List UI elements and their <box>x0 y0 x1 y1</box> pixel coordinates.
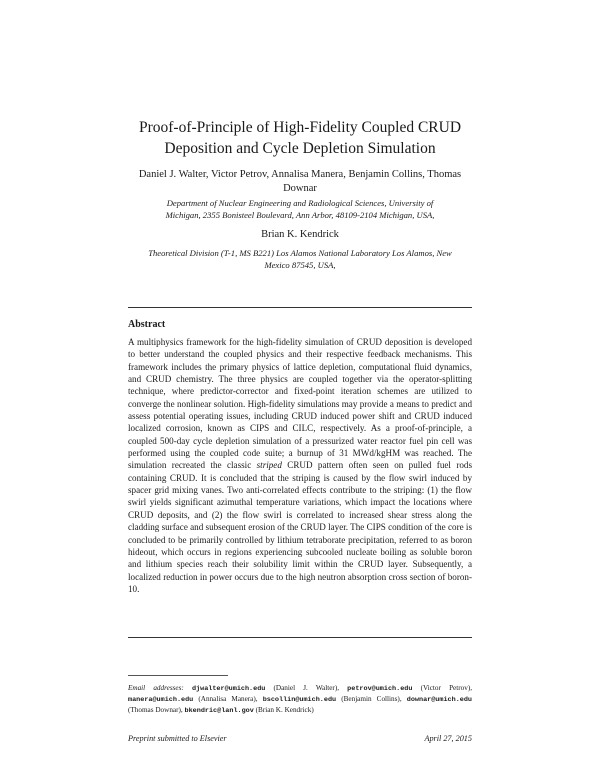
paper-title <box>90 117 510 159</box>
email-link[interactable]: petrov@umich.edu <box>347 685 413 693</box>
abstract-top-rule <box>128 307 472 308</box>
footnote-rule <box>128 675 228 676</box>
email-link[interactable]: djwalter@umich.edu <box>191 685 266 693</box>
affiliation-los-alamos: Theoretical Division (T-1, MS B221) Los Alamos National Laboratory Los Alamos, New Mexico 87545, USA, <box>148 248 452 270</box>
abstract-emphasis: striped <box>256 460 282 471</box>
title-line-1: Proof-of-Principle of High-Fidelity Coupled CRUD <box>138 119 462 136</box>
email-owner: (Thomas Downar), <box>128 706 183 714</box>
email-link[interactable]: bscollin@umich.edu <box>262 696 337 704</box>
email-owner: (Daniel J. Walter), <box>273 684 340 692</box>
abstract-text-2: CRUD pattern often seen on pulled fuel rods containing CRUD. It is concluded that the striping is caused by the flow swirl induced by spacer grid mixing vanes. Two anti-correlated effects contribute to the striping: (1) the flow swirl yields significant azimuthal temperature variations, which impact the locations where CRUD deposits, and (2) the flow swirl is correlated to increased shear stress along the cladding surface and subsequent erosion of the CRUD layer. The CIPS condition of the core is concluded to be primarily controlled by lithium tetraborate precipitation, referred to as boron hideout, which occurs in regions experiencing subcooled nucleate boiling as soluble boron and lithium species reach their solubility limit within the CRUD layer. Subsequently, a localized reduction in power occurs due to the high neutron absorption cross section of boron-10. <box>128 460 472 594</box>
abstract-bottom-rule <box>128 637 472 638</box>
preprint-note: Preprint submitted to Elsevier <box>128 734 227 743</box>
email-owner: (Benjamin Collins), <box>341 695 402 703</box>
author-list: Daniel J. Walter, Victor Petrov, Annalisa Manera, Benjamin Collins, Thomas Downar <box>138 169 462 194</box>
abstract-body <box>128 336 472 595</box>
email-link[interactable]: downar@umich.edu <box>406 696 473 704</box>
email-owner: (Brian K. Kendrick) <box>255 706 314 714</box>
email-link[interactable]: bkendric@lanl.gov <box>184 707 254 715</box>
email-owner: (Victor Petrov), <box>420 684 473 692</box>
email-owner: (Annalisa Manera), <box>198 695 258 703</box>
title-line-2: Deposition and Cycle Depletion Simulation <box>164 140 436 157</box>
email-footnote <box>128 683 472 716</box>
footnote-label: Email addresses: <box>128 684 184 692</box>
submission-date: April 27, 2015 <box>424 734 472 743</box>
abstract-heading: Abstract <box>128 319 166 330</box>
affiliation-michigan: Department of Nuclear Engineering and Radiological Sciences, University of Michigan, 2355 Bonisteel Boulevard, Ann Arbor, 48109-2104 Michigan, USA, <box>165 198 435 220</box>
author-kendrick: Brian K. Kendrick <box>261 229 339 240</box>
abstract-text-1: A multiphysics framework for the high-fidelity simulation of CRUD deposition is developed to better understand the coupled physics and their respective feedback mechanisms. This framework includes the primary physics of lattice depletion, computational fluid dynamics, and CRUD chemistry. The three physics are coupled together via the operator-splitting technique, where predictor-corrector and fixed-point iteration schemes are utilized to converge the nonlinear solution. High-fidelity simulations may provide a means to predict and assess potential operating issues, including CRUD induced power shift and CRUD induced localized corrosion, known as CIPS and CILC, respectively. As a proof-of-principle, a coupled 500-day cycle depletion simulation of a pressurized water reactor fuel pin cell was performed using the coupled code suite; a burnup of 31 MWd/kgHM was reached. The simulation recreated the classic <box>128 337 472 471</box>
email-link[interactable]: manera@umich.edu <box>128 696 194 704</box>
